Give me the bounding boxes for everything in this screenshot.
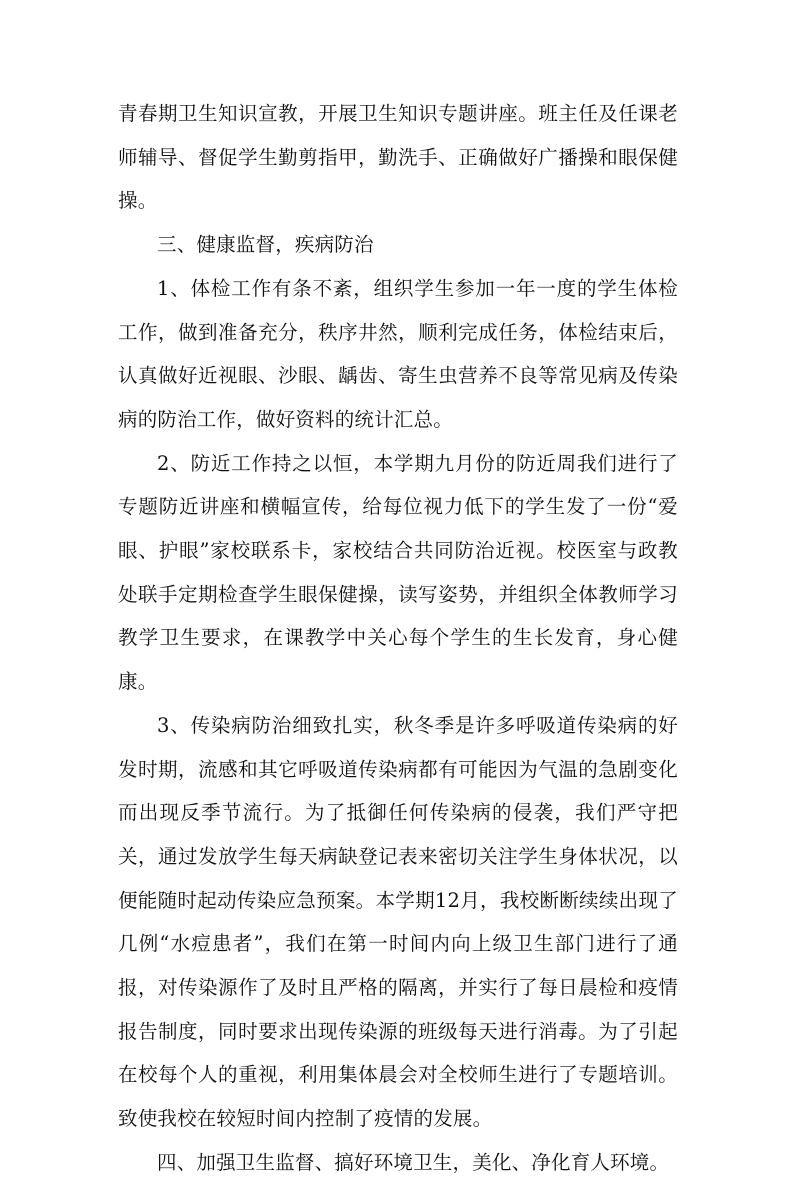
paragraph-infectious-disease: 3、传染病防治细致扎实，秋冬季是许多呼吸道传染病的好发时期，流感和其它呼吸道传染病都有可能因为气温的急剧变化而出现反季节流行。为了抵御任何传染病的侵袭，我们严守把关，通过发放学生每天病缺登记表来密切关注学生身体状况，以便能随时起动传染应急预案。本学期12月，我校断断续续出现了几例“水痘患者”，我们在第一时间内向上级卫生部门进行了通报，对传染源作了及时且严格的隔离，并实行了每日晨检和疫情报告制度，同时要求出现传染源的班级每天进行消毒。为了引起在校每个人的重视，利用集体晨会对全校师生进行了专题培训。致使我校在较短时间内控制了疫情的发展。	[118, 713, 678, 1131]
paragraph-continuation: 青春期卫生知识宣教，开展卫生知识专题讲座。班主任及任课老师辅导、督促学生勤剪指甲，勤洗手、正确做好广播操和眼保健操。	[118, 102, 678, 213]
paragraph-myopia-prevention: 2、防近工作持之以恒，本学期九月份的防近周我们进行了专题防近讲座和横幅宣传，给每位视力低下的学生发了一份“爱眼、护眼”家校联系卡，家校结合共同防治近视。校医室与政教处联手定期检查学生眼保健操，读写姿势，并组织全体教师学习教学卫生要求，在课教学中关心每个学生的生长发育，身心健康。	[118, 451, 678, 694]
paragraph-physical-exam: 1、体检工作有条不紊，组织学生参加一年一度的学生体检工作，做到准备充分，秩序井然，顺利完成任务，体检结束后，认真做好近视眼、沙眼、龋齿、寄生虫营养不良等常见病及传染病的防治工作，做好资料的统计汇总。	[118, 276, 678, 431]
section-heading-environment: 四、加强卫生监督、搞好环境卫生，美化、净化育人环境。	[157, 1150, 670, 1174]
document-body	[118, 92, 678, 1185]
section-heading-health-supervision: 三、健康监督，疾病防治	[157, 233, 374, 257]
